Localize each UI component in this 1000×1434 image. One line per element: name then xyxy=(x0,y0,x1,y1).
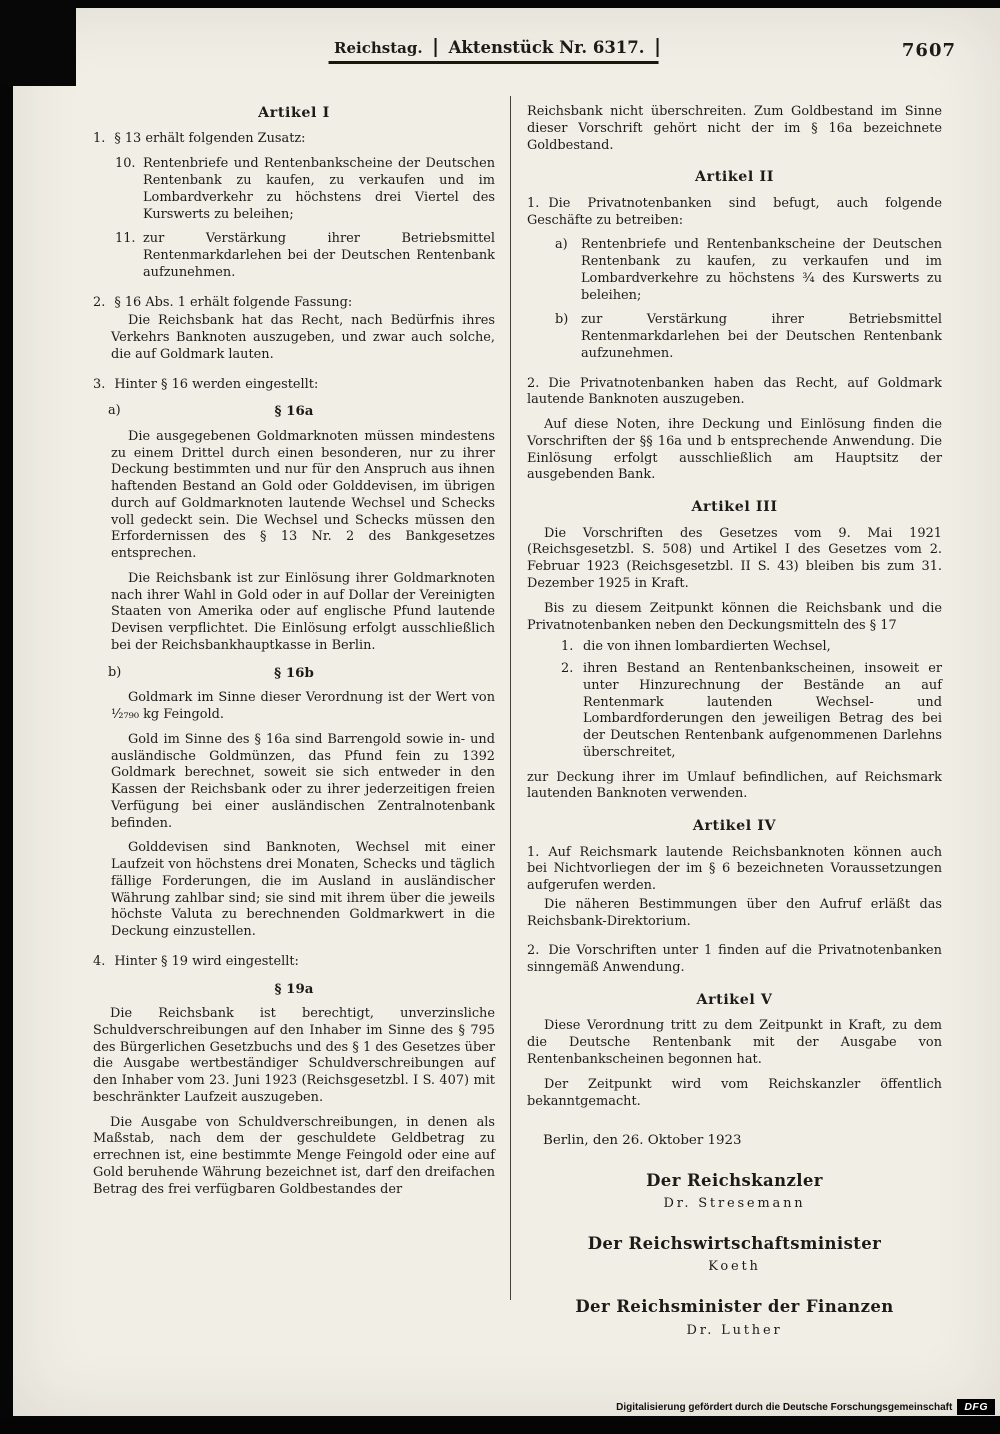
dateline: Berlin, den 26. Oktober 1923 xyxy=(543,1133,742,1149)
scan-corner-shadow xyxy=(0,0,76,86)
item-number: 2. xyxy=(93,294,106,310)
scan-bottom-border xyxy=(0,1418,1000,1434)
paragraph: Diese Verordnung tritt zu dem Zeitpunkt in Kraft, zu dem die Deutsche Rentenbank mit der Ausgabe von Rentenbankscheinen begonnen hat. xyxy=(527,1018,942,1067)
item-number: 11. xyxy=(115,231,136,247)
subsection-letter: b) xyxy=(108,664,122,680)
item-text: § 13 erhält folgenden Zusatz: xyxy=(114,131,306,147)
paragraph: Die Reichsbank ist zur Einlösung ihrer Goldmarknoten nach ihrer Wahl in Gold oder in auf Dollar der Vereinigten Staaten von Amerika oder auf englische Pfund lautende Devisen verpflichtet. Die Einlösung erfolgt ausschließlich bei der Reichsbankhauptkasse in Berlin. xyxy=(111,570,495,654)
numbered-paragraph xyxy=(93,377,495,394)
list-item xyxy=(555,312,942,362)
paragraph: Goldmark im Sinne dieser Verordnung ist der Wert von ¹⁄₂₇₉₀ kg Feingold. xyxy=(111,690,495,722)
signature-title: Der Reichskanzler xyxy=(646,1170,823,1190)
credit-line xyxy=(616,1399,995,1415)
article-heading-1: Artikel I xyxy=(258,105,330,121)
section-number: § 16a xyxy=(274,403,314,420)
item-number: 2. xyxy=(561,661,574,677)
item-text: ihren Bestand an Rentenbankscheinen, insoweit er unter Hinzurechnung der Bestände an auf Rentenmark lautenden Wechsel- und Lombardforderungen den jeweiligen Betrag des bei der Deutschen Rentenbank aufgenommenen Darlehns überschreitet, xyxy=(583,661,942,760)
list-item xyxy=(561,639,942,656)
item-text: zur Verstärkung ihrer Betriebsmittel Rentenmarkdarlehen bei der Deutschen Rentenbank aufzunehmen. xyxy=(581,312,942,361)
item-number: 3. xyxy=(93,376,106,392)
numbered-paragraph xyxy=(527,196,942,230)
item-number: 1. xyxy=(93,131,106,147)
paragraph: zur Deckung ihrer im Umlauf befindlichen, auf Reichsmark lautenden Banknoten verwenden. xyxy=(527,769,942,802)
numbered-paragraph xyxy=(527,943,942,977)
item-number: 4. xyxy=(93,953,106,969)
page-header xyxy=(13,38,1000,86)
document-number: Aktenstück Nr. 6317. xyxy=(435,38,659,57)
item-text: die von ihnen lombardierten Wechsel, xyxy=(583,639,831,655)
section-label-row xyxy=(93,665,495,682)
numbered-paragraph xyxy=(93,295,495,312)
subsection-letter: a) xyxy=(108,403,121,419)
numbered-paragraph xyxy=(93,131,495,148)
item-text: Rentenbriefe und Rentenbankscheine der Deutschen Rentenbank zu kaufen, zu verkaufen und im Lombardverkehre zu höchstens ³⁄₄ des Kurswerts zu beleihen; xyxy=(581,237,942,303)
section-number: § 19a xyxy=(274,980,314,997)
paragraph: Die Reichsbank ist berechtigt, unverzinsliche Schuldverschreibungen auf den Inhaber im Sinne des § 795 des Bürgerlichen Gesetzbuchs und des § 1 des Gesetzes über die Ausgabe wertbeständiger Schuldverschreibungen auf den Inhaber vom 23. Juni 1923 (Reichsgesetzbl. I S. 407) mit beschränkter Laufzeit auszugeben. xyxy=(93,1006,495,1105)
paragraph: Der Zeitpunkt wird vom Reichskanzler öffentlich bekanntgemacht. xyxy=(527,1076,942,1109)
item-text: zur Verstärkung ihrer Betriebsmittel Rentenmarkdarlehen bei der Deutschen Rentenbank aufzunehmen. xyxy=(143,231,495,280)
list-item xyxy=(115,156,495,223)
left-column xyxy=(93,90,495,1340)
paragraph: Auf diese Noten, ihre Deckung und Einlösung finden die Vorschriften der §§ 16a und b entsprechende Anwendung. Die Einlösung erfolgt ausschließlich am Hauptsitz der ausgebenden Bank. xyxy=(527,417,942,483)
paragraph: Die Ausgabe von Schuldverschreibungen, in denen als Maßstab, nach dem der geschuldete Geldbetrag zu errechnen ist, eine bestimmte Menge Feingold oder eine auf Gold beruhende Währung bezeichnet ist, darf den dreifachen Betrag des frei verfügbaren Goldbestandes der xyxy=(93,1114,495,1197)
paragraph: Die näheren Bestimmungen über den Aufruf erläßt das Reichsbank-Direktorium. xyxy=(527,896,942,929)
item-text: Die Privatnotenbanken haben das Recht, auf Goldmark lautende Banknoten auszugeben. xyxy=(527,375,942,408)
credit-text: Digitalisierung gefördert durch die Deutsche Forschungsgemeinschaft xyxy=(616,1401,953,1413)
document-page xyxy=(13,8,1000,1416)
list-item xyxy=(555,237,942,304)
item-number: 1. xyxy=(561,639,574,655)
header-title-group xyxy=(328,38,658,64)
signature-name: Koeth xyxy=(708,1259,761,1275)
paragraph: Die Reichsbank hat das Recht, nach Bedürfnis ihres Verkehrs Banknoten auszugeben, und zwar auch solche, die auf Goldmark lauten. xyxy=(111,313,495,362)
article-heading-2: Artikel II xyxy=(695,169,774,186)
item-number: 2. xyxy=(527,375,540,391)
paragraph: Die ausgegebenen Goldmarknoten müssen mindestens zu einem Drittel durch einen besonderen, nur zu ihrer Deckung bestimmten und nur für den Anspruch aus ihnen haftenden Bestand an Gold oder Golddevisen, im übrigen durch auf Goldmarknoten lautende Wechsel und Schecks voll gedeckt sein. Die Wechsel und Schecks müssen den Erfordernissen des § 13 Nr. 2 des Bankgesetzes entsprechen. xyxy=(111,428,495,562)
column-divider xyxy=(510,96,511,1300)
right-column xyxy=(527,90,942,1340)
dfg-logo: DFG xyxy=(957,1399,995,1415)
section-label-row xyxy=(93,403,495,420)
item-number: 1. xyxy=(527,195,540,211)
page-number: 7607 xyxy=(901,40,956,61)
item-number: a) xyxy=(555,237,568,253)
journal-title: Reichstag. xyxy=(334,39,423,57)
item-text: Hinter § 16 werden eingestellt: xyxy=(114,376,319,392)
paragraph: Reichsbank nicht überschreiten. Zum Goldbestand im Sinne dieser Vorschrift gehört nicht der im § 16a bezeichnete Goldbestand. xyxy=(527,104,942,153)
numbered-paragraph xyxy=(527,845,942,895)
list-item xyxy=(561,661,942,762)
signature-name: Dr. Luther xyxy=(686,1322,783,1338)
item-text: Die Vorschriften unter 1 finden auf die Privatnotenbanken sinngemäß Anwendung. xyxy=(527,943,942,976)
item-number: b) xyxy=(555,312,569,328)
signature-name: Dr. Stresemann xyxy=(663,1196,806,1212)
numbered-paragraph xyxy=(527,376,942,410)
paragraph: Die Vorschriften des Gesetzes vom 9. Mai 1921 (Reichsgesetzbl. S. 508) und Artikel I des Gesetzes vom 2. Februar 1923 (Reichsgesetzbl. II S. 43) bleiben bis zum 31. Dezember 1925 in Kraft. xyxy=(527,525,942,591)
section-number: § 16b xyxy=(274,664,314,681)
item-text: Hinter § 19 wird eingestellt: xyxy=(114,953,299,969)
paragraph: Golddevisen sind Banknoten, Wechsel mit einer Laufzeit von höchstens drei Monaten, Schecks und täglich fällige Forderungen, die im Ausland in ausländischer Währung zahlbar sind; sie sind mit ihrem über die jeweils höchste Valuta zu berechnenden Goldmarkwert in die Deckung einzustellen. xyxy=(111,840,495,940)
article-heading-5: Artikel V xyxy=(696,991,773,1008)
item-text: Auf Reichsmark lautende Reichsbanknoten können auch bei Nichtvorliegen der im § 6 bezeichneten Voraussetzungen aufgerufen werden. xyxy=(527,844,942,894)
item-number: 1. xyxy=(527,844,540,860)
signature-title: Der Reichsminister der Finanzen xyxy=(575,1297,894,1317)
article-heading-4: Artikel IV xyxy=(692,818,777,835)
item-number: 10. xyxy=(115,156,136,172)
paragraph: Gold im Sinne des § 16a sind Barrengold sowie in- und ausländische Goldmünzen, das Pfund fein zu 1392 Goldmark berechnet, soweit sie sich entweder in den Kassen der Reichsbank oder zu ihrer jederzeitigen freien Verfügung bei einer ausländischen Zentralnotenbank befinden. xyxy=(111,731,495,831)
item-text: Rentenbriefe und Rentenbankscheine der Deutschen Rentenbank zu kaufen, zu verkaufen und im Lombardverkehr zu höchstens drei Viertel des Kurswerts zu beleihen; xyxy=(143,156,495,222)
numbered-paragraph xyxy=(93,954,495,971)
item-number: 2. xyxy=(527,943,540,959)
item-text: Die Privatnotenbanken sind befugt, auch folgende Geschäfte zu betreiben: xyxy=(527,195,942,228)
text-columns xyxy=(93,90,942,1340)
paragraph: Bis zu diesem Zeitpunkt können die Reichsbank und die Privatnotenbanken neben den Deckungsmitteln des § 17 xyxy=(527,600,942,633)
list-item xyxy=(115,231,495,281)
article-heading-3: Artikel III xyxy=(691,499,778,516)
signature-title: Der Reichswirtschaftsminister xyxy=(587,1234,882,1254)
item-text: § 16 Abs. 1 erhält folgende Fassung: xyxy=(114,294,353,310)
